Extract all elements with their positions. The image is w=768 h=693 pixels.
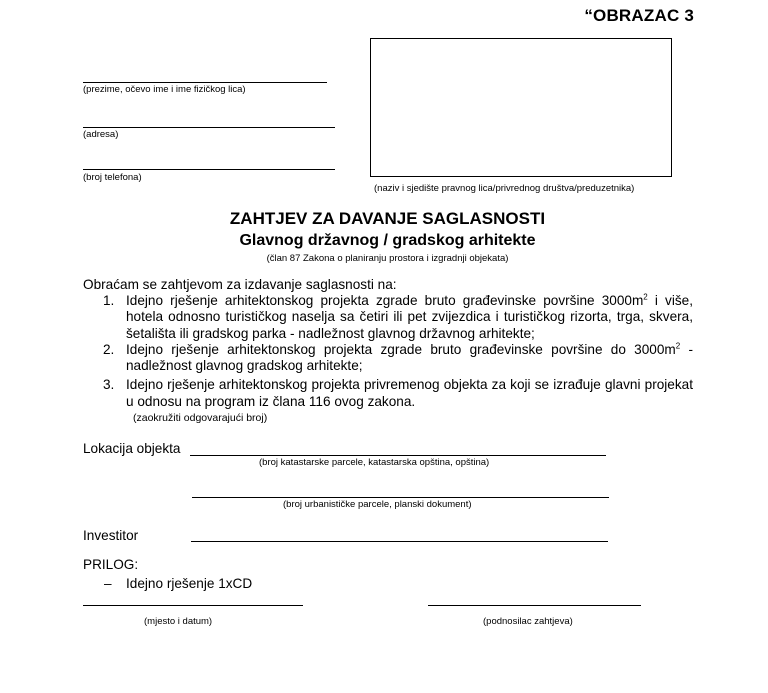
name-line[interactable]	[83, 82, 327, 83]
circle-note: (zaokružiti odgovarajući broj)	[133, 412, 268, 424]
form-number: “OBRAZAC 3	[584, 6, 694, 25]
phone-line[interactable]	[83, 169, 335, 170]
request-option-3[interactable]	[83, 377, 693, 410]
address-line[interactable]	[83, 127, 335, 128]
option-number: 3.	[103, 377, 115, 393]
place-date-line[interactable]	[83, 605, 303, 606]
option-text-cont: i više, hotela odnosno turističkog naselja sa četiri ili pet zvijezdica i turističkog rizorta, trga, skvera, šetališta ili gradskog parka - nadležnost glavnog državnog arhitekte;	[126, 293, 693, 341]
list-bullet: –	[104, 576, 112, 591]
option-text: Idejno rješenje arhitektonskog projekta zgrade bruto građevinske površine do 3000m	[126, 341, 676, 357]
attachments-label: PRILOG:	[83, 557, 139, 572]
applicant-signature-line[interactable]	[428, 605, 641, 606]
option-number: 2.	[103, 341, 115, 357]
legal-entity-caption: (naziv i sjedište pravnog lica/privrednog društva/preduzetnika)	[374, 183, 635, 194]
option-number: 1.	[103, 293, 115, 308]
cadastral-caption: (broj katastarske parcele, katastarska opština, opština)	[259, 457, 490, 468]
address-caption: (adresa)	[83, 129, 119, 140]
applicant-signature-caption: (podnosilac zahtjeva)	[483, 616, 573, 627]
request-intro: Obraćam se zahtjevom za izdavanje saglasnosti na:	[83, 277, 397, 292]
option-text: Idejno rješenje arhitektonskog projekta privremenog objekta za koji se izrađuje glavni projekat u odnosu na program iz člana 116 ovog zakona.	[126, 377, 693, 409]
superscript: 2	[643, 292, 648, 302]
investor-label: Investitor	[83, 528, 139, 543]
request-options-list	[83, 293, 693, 410]
attachment-item: Idejno rješenje 1xCD	[126, 576, 253, 591]
option-text: Idejno rješenje arhitektonskog projekta zgrade bruto građevinske površine 3000m	[126, 293, 644, 308]
superscript: 2	[675, 341, 681, 351]
name-caption: (prezime, očevo ime i ime fizičkog lica)	[83, 84, 246, 95]
option-text-cont: - nadležnost glavnog gradskog arhitekte;	[126, 341, 693, 374]
location-urban-line[interactable]	[192, 497, 609, 498]
place-date-caption: (mjesto i datum)	[144, 616, 213, 627]
phone-caption: (broj telefona)	[83, 172, 142, 183]
urban-caption: (broj urbanističke parcele, planski dokument)	[283, 499, 472, 510]
request-option-2[interactable]	[83, 342, 693, 375]
legal-reference: (član 87 Zakona o planiranju prostora i izgradnji objekata)	[266, 253, 509, 264]
investor-line[interactable]	[191, 541, 608, 542]
location-cadastral-line[interactable]	[190, 455, 606, 456]
request-option-1[interactable]	[83, 293, 693, 342]
document-title: ZAHTJEV ZA DAVANJE SAGLASNOSTI	[229, 209, 546, 228]
legal-entity-box[interactable]	[370, 38, 672, 177]
location-label: Lokacija objekta	[83, 441, 181, 456]
document-subtitle: Glavnog državnog / gradskog arhitekte	[239, 232, 536, 249]
